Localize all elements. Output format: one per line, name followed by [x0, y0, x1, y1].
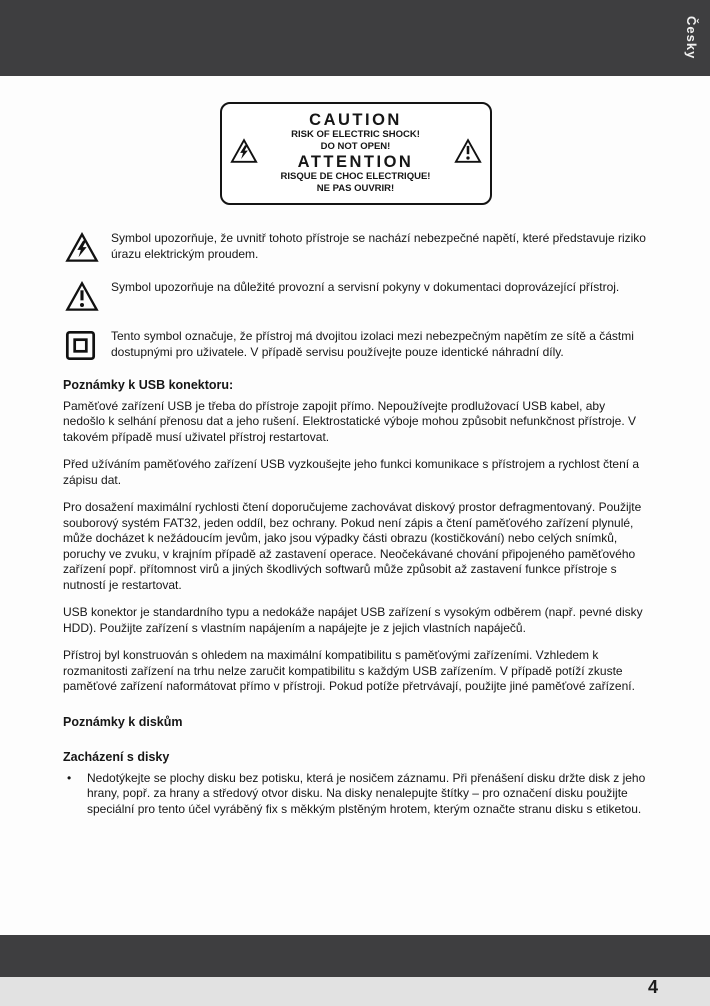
exclamation-triangle-icon — [454, 138, 482, 164]
manual-page-content — [0, 76, 710, 817]
page-number: 4 — [647, 977, 658, 997]
footer-bar — [0, 935, 710, 977]
disc-handling-bullet — [63, 771, 648, 818]
usb-note-paragraph: Pro dosažení maximální rychlosti čtení doporučujeme zachovávat diskový prostor defragmentovaný. Použijte souborový systém FAT32, jeden oddíl, bez ochrany. Pokud není zápis a čtení paměťového zařízení plynulé, může docházet k nežádoucím jevům, jako jsou výpadky části obrazu (kostičkování) nebo celých snímků, poruchy ve zvuku, v krajním případě až zastavení operace. Neočekávané chování připojeného paměťového zařízení popř. přítomnost virů a jiných škodlivých softwarů může způsobit až zastavení funkce přístroje s nutností je restartovat. — [63, 500, 642, 592]
caution-line: RISQUE DE CHOC ELECTRIQUE! — [280, 171, 431, 182]
exclamation-triangle-icon — [65, 281, 99, 312]
disc-notes-heading: Poznámky k diskům — [63, 714, 183, 729]
symbol-description: Symbol upozorňuje, že uvnitř tohoto přístroje se nachází nebezpečné napětí, které představuje riziko úrazu elektrickým proudem. — [111, 231, 646, 261]
caution-line: DO NOT OPEN! — [320, 141, 391, 152]
usb-note-paragraph: Před užíváním paměťového zařízení USB vyzkoušejte jeho funkci komunikace s přístrojem a rychlost čtení a zápisu dat. — [63, 457, 640, 487]
caution-line: RISK OF ELECTRIC SHOCK! — [291, 129, 420, 140]
symbol-description: Symbol upozorňuje na důležité provozní a servisní pokyny v dokumentaci doprovázející přístroj. — [111, 280, 620, 294]
usb-note-paragraph: Paměťové zařízení USB je třeba do přístroje zapojit přímo. Nepoužívejte prodlužovací USB kabel, aby nedošlo k selhání přenosu dat a jeho rušení. Elektrostatické výboje mohou způsobit nefunkčnost přístroje. V takovém případě musí uživatel přístroj restartovat. — [63, 398, 636, 444]
usb-notes-heading: Poznámky k USB konektoru: — [63, 378, 234, 392]
caution-box — [220, 102, 492, 205]
attention-title: ATTENTION — [297, 153, 414, 171]
usb-note-paragraph: Přístroj byl konstruován s ohledem na maximální kompatibilitu s paměťovými zařízeními. Vzhledem k rozmanitosti zařízení na trhu nelze zaručit kompatibilitu s každým USB zařízením. V případě potíží zkuste paměťové zařízení naformátovat přímo v přístroji. Pokud potíže přetrvávají, použijte jiné paměťové zařízení. — [63, 648, 635, 693]
symbol-description: Tento symbol označuje, že přístroj má dvojitou izolaci mezi nebezpečným napětím ze sítě a částmi dostupnými pro uživatele. V případě servisu používejte pouze identické náhradní díly. — [111, 329, 634, 359]
lightning-triangle-icon — [230, 138, 258, 164]
header-bar — [0, 0, 710, 76]
symbol-row — [65, 329, 648, 361]
language-tab: Česky — [684, 16, 699, 60]
caution-title: CAUTION — [309, 111, 402, 129]
bottom-strip — [0, 977, 710, 1006]
disc-handling-heading: Zacházení s disky — [63, 750, 170, 764]
symbol-row — [65, 231, 648, 263]
double-insulation-icon — [65, 330, 99, 361]
lightning-triangle-icon — [65, 232, 99, 263]
bullet-text: Nedotýkejte se plochy disku bez potisku, která je nosičem záznamu. Při přenášení disku držte disk z jeho hrany, popř. za hrany a středový otvor disku. Na disky nenalepujte štítky – pro označení disku použijte speciální pro tento účel vyráběný fix s měkkým plstěným hrotem, kterým označte stranu disku s etiketou. — [87, 770, 646, 816]
symbol-row — [65, 280, 648, 312]
usb-note-paragraph: USB konektor je standardního typu a nedokáže napájet USB zařízení s vysokým odběrem (např. pevné disky HDD). Použijte zařízení s vlastním napájením a napájejte je z jejich vlastních napáječů. — [63, 605, 643, 635]
bullet-marker: • — [67, 770, 72, 785]
caution-line: NE PAS OUVRIR! — [316, 183, 395, 194]
